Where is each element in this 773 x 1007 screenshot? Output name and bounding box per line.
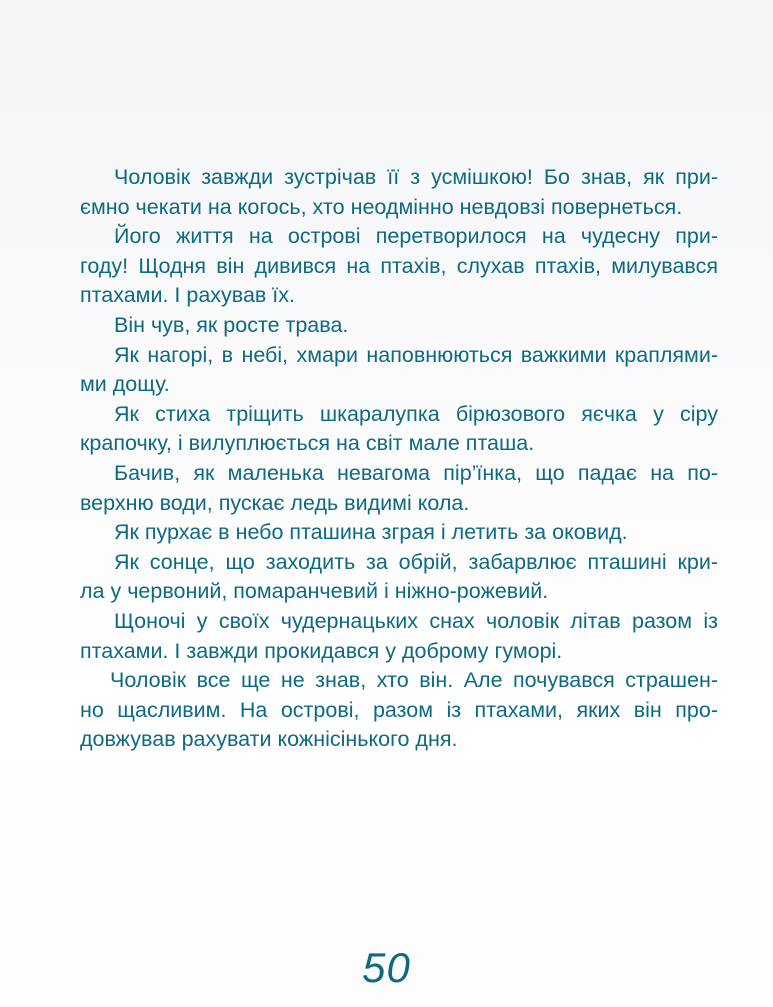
paragraph bbox=[80, 548, 718, 607]
text-line: ємно чекати на когось, хто неодмінно невдовзі повернеться. bbox=[80, 194, 683, 219]
text-line: птахами. І рахував їх. bbox=[80, 283, 295, 308]
text-line: Як нагорі, в небі, хмари наповнюються важкими краплями- bbox=[114, 342, 718, 367]
text-line: довжував рахувати кожнісінького дня. bbox=[80, 727, 458, 752]
body-text bbox=[80, 163, 718, 755]
text-line: Як пурхає в небо пташина зграя і летить за оковид. bbox=[114, 520, 628, 545]
paragraph bbox=[80, 607, 718, 666]
text-line: Його життя на острові перетворилося на чудесну при- bbox=[114, 224, 718, 249]
text-line: но щасливим. На острові, разом із птахами, яких він про- bbox=[80, 697, 718, 722]
paragraph bbox=[80, 341, 718, 400]
paragraph bbox=[80, 400, 718, 459]
text-line: Як стиха тріщить шкаралупка бірюзового яєчка у сіру bbox=[114, 401, 718, 426]
paragraph bbox=[80, 163, 718, 222]
paragraph bbox=[80, 311, 718, 341]
text-line: ла у червоний, помаранчевий і ніжно-рожевий. bbox=[80, 579, 549, 604]
text-line: верхню води, пускає ледь видимі кола. bbox=[80, 490, 470, 515]
text-line: Як сонце, що заходить за обрій, забарвлює пташині кри- bbox=[114, 549, 718, 574]
paragraph bbox=[80, 222, 718, 311]
text-line: ми дощу. bbox=[80, 372, 170, 397]
text-line: году! Щодня він дивився на птахів, слухав птахів, милувався bbox=[80, 253, 718, 278]
text-line: Чоловік завжди зустрічав її з усмішкою! Бо знав, як при- bbox=[114, 165, 718, 189]
page-number: 50 bbox=[362, 944, 411, 991]
paragraph bbox=[80, 459, 718, 518]
text-line: Щоночі у своїх чудернацьких снах чоловік літав разом із bbox=[114, 608, 718, 633]
paragraph bbox=[80, 666, 718, 755]
text-line: крапочку, і вилуплюється на світ мале пташа. bbox=[80, 431, 535, 456]
text-line: Чоловік все ще не знав, хто він. Але почувався страшен- bbox=[110, 668, 718, 693]
text-line: птахами. І завжди прокидався у доброму гуморі. bbox=[80, 638, 563, 663]
text-line: Бачив, як маленька невагома пір’їнка, що падає на по- bbox=[114, 460, 718, 485]
text-line: Він чув, як росте трава. bbox=[114, 312, 349, 337]
paragraph bbox=[80, 518, 718, 548]
